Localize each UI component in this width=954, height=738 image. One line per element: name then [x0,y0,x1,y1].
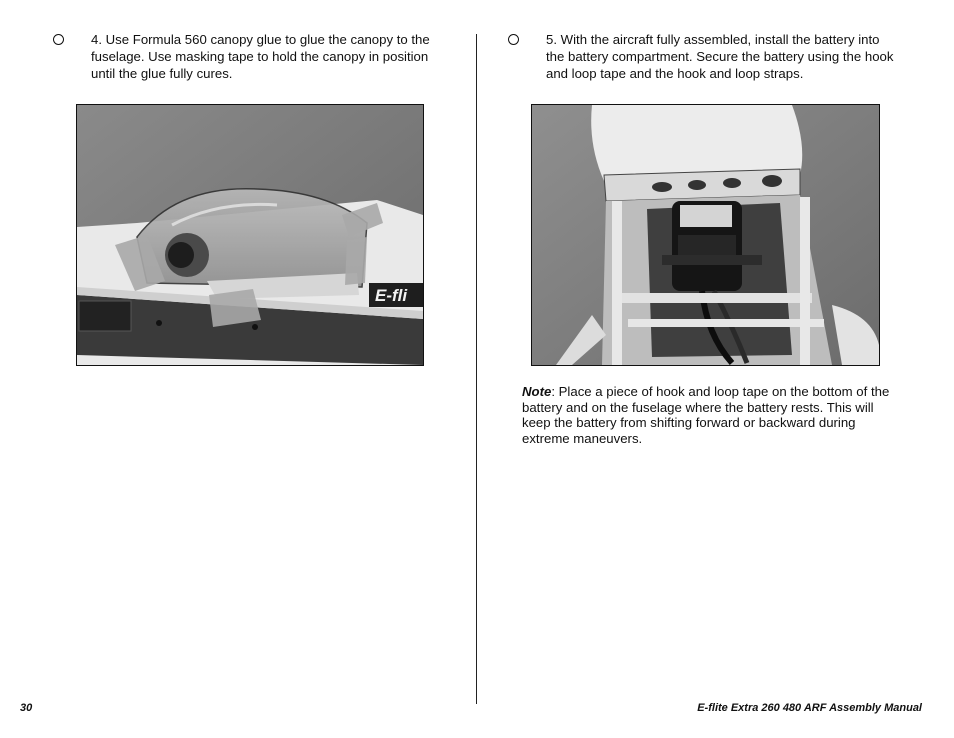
canopy-photo [76,104,424,366]
column-divider [476,34,477,704]
manual-title: E-flite Extra 260 480 ARF Assembly Manual [697,702,922,714]
battery-photo-illustration [532,105,879,365]
page-number: 30 [20,702,33,714]
battery-photo [531,104,880,366]
canopy-photo-illustration [77,105,423,365]
step-4-text: 4. Use Formula 560 canopy glue to glue the canopy to the fuselage. Use masking tape to hold the canopy in position until the glue fully cures. [91,32,430,81]
note-text: : Place a piece of hook and loop tape on the bottom of the battery and on the fuselage where the battery rests. This will keep the battery from shifting forward or backward during extreme maneuvers. [522,384,890,446]
note-paragraph [522,384,894,446]
note-label: Note [522,384,552,399]
logo-text: E-fli [375,286,408,305]
checkbox-circle-icon[interactable] [53,34,64,45]
step-5-text: 5. With the aircraft fully assembled, install the battery into the battery compartment. Secure the battery using the hook and loop tape and the hook and loop straps. [546,32,894,81]
checkbox-circle-icon[interactable] [508,34,519,45]
